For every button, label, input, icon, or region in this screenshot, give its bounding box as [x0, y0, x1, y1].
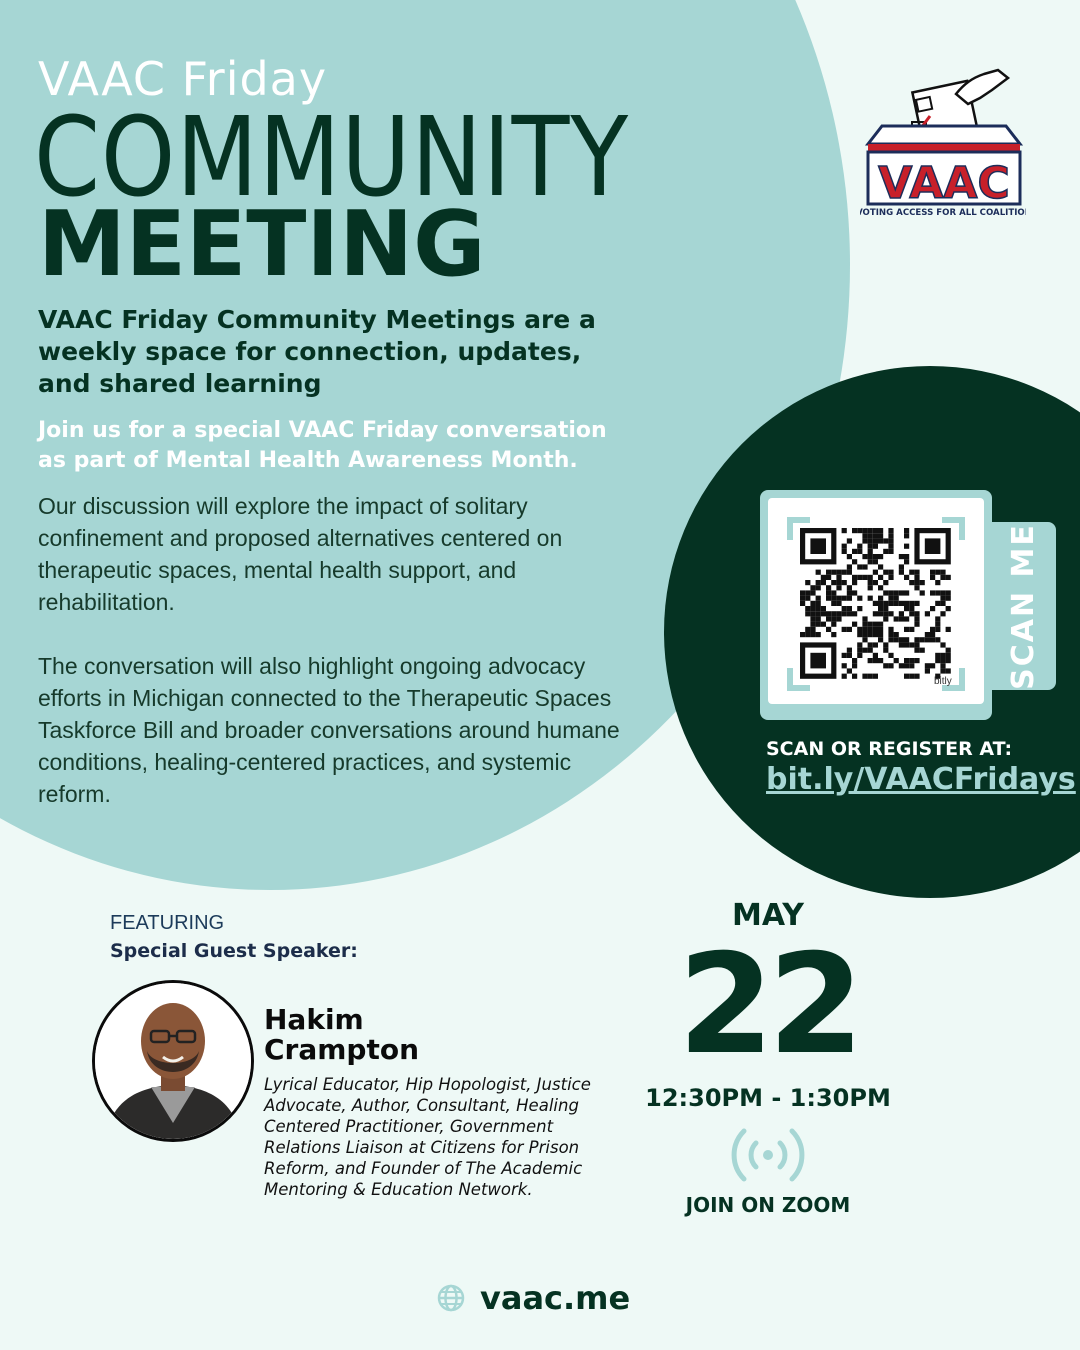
- event-day: 22: [677, 924, 859, 1085]
- footer: [436, 1278, 630, 1318]
- ballot-box-icon: [860, 64, 1026, 220]
- speaker-bio: Lyrical Educator, Hip Hopologist, Justice Advocate, Author, Consultant, Healing Centered Practitioner, Government Relations Liaison at Citizens for Prison Reform, and Founder of The Academic Mentoring & Education Network.: [264, 1075, 591, 1199]
- scan-me-label-wrap: [988, 522, 1058, 690]
- speaker-avatar: [92, 980, 254, 1142]
- header-title-line2: MEETING: [38, 192, 486, 297]
- intro-highlight: Join us for a special VAAC Friday conversation as part of Mental Health Awareness Month.: [38, 418, 607, 473]
- broadcast-icon: [718, 1122, 818, 1188]
- vaac-logo: [860, 64, 1026, 220]
- speaker-last-name: Crampton: [264, 1033, 420, 1066]
- speaker-name: [264, 1005, 419, 1065]
- scan-me-label: SCAN ME: [1005, 522, 1041, 690]
- bitly-brand: bitly: [934, 676, 952, 687]
- event-month: MAY: [732, 898, 804, 933]
- register-link[interactable]: bit.ly/VAACFridays: [766, 762, 1076, 797]
- qr-code[interactable]: [786, 516, 966, 692]
- event-time: 12:30PM - 1:30PM: [645, 1084, 891, 1112]
- register-label: SCAN OR REGISTER AT:: [766, 738, 1013, 760]
- join-on-zoom[interactable]: JOIN ON ZOOM: [685, 1193, 851, 1217]
- svg-text:VAAC: VAAC: [878, 158, 1010, 209]
- intro-paragraph-1: Our discussion will explore the impact of solitary confinement and proposed alternatives centered on therapeutic spaces, mental health support, and rehabilitation.: [38, 493, 563, 615]
- header-subtitle: VAAC Friday: [38, 52, 328, 106]
- website-link[interactable]: vaac.me: [480, 1279, 631, 1317]
- special-guest-label: Special Guest Speaker:: [110, 940, 358, 962]
- intro-lead: VAAC Friday Community Meetings are a weekly space for connection, updates, and shared learning: [38, 305, 596, 398]
- speaker-photo: [95, 983, 251, 1139]
- svg-text:VOTING ACCESS FOR ALL COALITIO: VOTING ACCESS FOR ALL COALITION: [860, 208, 1026, 218]
- featuring-label: FEATURING: [110, 912, 225, 934]
- header-title-line1: COMMUNITY: [34, 93, 629, 221]
- intro-paragraph-2: The conversation will also highlight ongoing advocacy efforts in Michigan connected to the Therapeutic Spaces Taskforce Bill and broader conversations around humane conditions, healing-centered practices, and systemic reform.: [38, 653, 620, 807]
- globe-icon: [436, 1283, 466, 1313]
- speaker-first-name: Hakim: [264, 1003, 364, 1036]
